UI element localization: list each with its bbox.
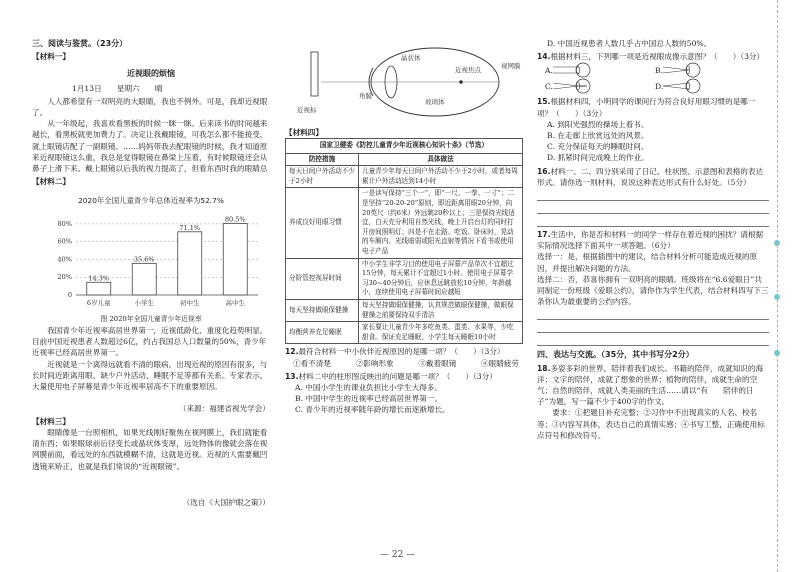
question-18: 18.多姿多彩的世界，陪伴着我们成长。书籍的陪伴，成就知识的海洋；文字的陪伴，成就了想象的世界；植物的陪伴，成就生命的空气；自然的陪伴，成就人类美丽的生活……请以“有 陪伴的日子”为题，写一篇不少于400字的作文。 要求：①把题目补充完整；②习作中不出现真实的人名、校名等；③内容写具体，表达自己的真情实感；④书写工整，正确使用标点符号和修改符号。 <box>537 363 769 441</box>
bar-chart <box>32 207 270 311</box>
table-row <box>286 299 523 321</box>
bar-value-label: 35.6% <box>133 254 155 263</box>
essay-paragraph: 人人都希望有一双明亮的大眼睛，我也不例外。可是，我却近视眼了。 <box>32 96 268 118</box>
y-tick-label: 40% <box>57 255 72 264</box>
answer-option[interactable]: B. 中国中学生的近视率已经高居世界第一。 <box>295 394 443 404</box>
bar-value-label: 71.1% <box>179 223 201 232</box>
question-16: 16.材料一、二、四分别采用了日记、柱状图、示意图和表格的表达形式。请你选一则材料，说说这种表达形式有什么好处。（5分） <box>537 166 769 227</box>
answer-option[interactable]: C. 青少年的近视率随年龄的增长而逐渐增长。 <box>295 405 450 415</box>
eye-image-icon <box>663 78 703 94</box>
column-right <box>537 38 769 441</box>
section-title: 三、阅读与鉴赏。（23分） <box>32 39 128 48</box>
diagram-label: 视网膜 <box>501 62 521 70</box>
bar-value-label: 14.3% <box>88 273 110 282</box>
option-d[interactable]: D. <box>655 78 765 94</box>
answer-option[interactable]: ①看不清楚 <box>293 358 331 368</box>
column-middle <box>285 38 523 416</box>
answer-option[interactable]: A. 到阳光强烈的操场上看书。 <box>547 119 649 129</box>
bar <box>178 231 202 294</box>
table-cell-measure: 养成良好用眼习惯 <box>286 188 359 258</box>
material-2-paragraph: 近视就是一个离得远就看不清的眼病。出现近视的原因有很多，与长时间近距离用眼、缺少户外活动、睡眠不足等都有关系。专家表示，大量使用电子屏幕是青少年近视率居高不下的重要原因。 <box>32 359 268 392</box>
section-4-title: 四、表达与交流。（35分，其中书写分2分） <box>537 350 694 360</box>
diagram-label: 近视焦点 <box>455 66 481 74</box>
column-left <box>32 38 270 508</box>
diagram-label: 玻璃体 <box>425 98 445 106</box>
material-1-tag: 【材料一】 <box>32 52 70 62</box>
material-4-tag: 【材料四】 <box>285 128 323 138</box>
eye-image-icon <box>553 62 593 78</box>
option-a[interactable]: A. <box>545 62 655 78</box>
chart-title: 2020年全国儿童青少年总体近视率为52.7% <box>78 196 224 206</box>
choice-1: 选择一：是，根据插图中的建议，结合材料分析可能造成近视的原因，并提出解决问题的方法。 <box>537 252 758 273</box>
binding-dot <box>774 294 780 300</box>
answer-line[interactable] <box>537 307 769 320</box>
answer-option[interactable]: A. 中国小学生的课业负担比小学生大得多。 <box>295 382 442 392</box>
answer-option[interactable]: ②影响形象 <box>355 358 394 368</box>
material-3-tag: 【材料三】 <box>32 416 70 426</box>
y-tick-label: 0 <box>67 290 72 299</box>
material-3-paragraph: 眼睛像是一台照相机，如果光线刚好聚焦在视网膜上，我们就能看清东西；如果眼球前后径变长或晶状体变厚，远处物体的像就会落在视网膜前面，看远处的东西就模糊不清，这就是近视。近视的人需要戴凹透镜来矫正，也就是我们常说的“近视眼镜”。 <box>32 428 268 471</box>
choice-2: 选择二：否，恭喜你拥有一双明亮的眼睛。班级将在“6.6爱眼日”共同制定一份班级《爱眼公约》，请你作为学生代表，结合材料四写下三条你认为最重要的公约内容。 <box>537 274 769 307</box>
material-2-source: （来源：福建省视光学会） <box>178 403 270 413</box>
material-3-source: （选自《大国护眼之策》） <box>182 498 270 508</box>
table-header-row <box>286 153 523 166</box>
answer-line[interactable] <box>537 214 769 227</box>
answer-option[interactable]: ③戴着眼镜 <box>418 358 457 368</box>
table-cell-detail: 家长要让儿童青少年多吃鱼类、蛋类、水果等，少吃甜食。保证充足睡眠，小学生每天睡眠10小时 <box>359 322 523 344</box>
table-cell-measure: 每天日间户外活动不少于2小时 <box>286 166 359 188</box>
answer-option[interactable]: B. 在走廊上欣赏远处的风景。 <box>547 131 649 141</box>
answer-line[interactable] <box>537 333 769 346</box>
table-row <box>286 166 523 188</box>
diagram-label: 晶状体 <box>401 54 421 62</box>
bar <box>87 282 111 295</box>
material-2-tag: 【材料二】 <box>32 177 70 187</box>
question-15: 15.根据材料四，小明同学的课间行为符合良好用眼习惯的是哪一项？（ ）（3分） A. 到阳光强烈的操场上看书。 B. 在走廊上欣赏远处的风景。 C. 充分保证每天的睡眠时间。 D. 抓紧时间完成晚上的作业。 <box>537 96 769 163</box>
essay-date: 1月13日 星期六 晴 <box>72 83 163 93</box>
answer-option[interactable]: ④眼睛疲劳 <box>481 358 519 368</box>
x-tick-label: 高中生 <box>225 298 245 307</box>
table-cell-detail: 中小学生非学习目的使用电子屏幕产品单次不宜超过15分钟，每天累计不宜超过1小时。使用电子屏幕学习30~40分钟后，应休息远眺放松10分钟，年龄越小，连续使用电子屏幕时间应越短 <box>359 258 523 299</box>
table-row <box>286 258 523 299</box>
essay-paragraph: 从一年级起，我喜欢看黑板的时候一眯一眯。后来读书的时间越来越长，看黑板就更加费力了。决定让我戴眼镜，可我怎么都不能接受，就上眼镜店配了一副眼镜。……妈妈带我去配眼镜的时候，我才知道原来近视眼镜这么重，我总是觉得眼镜在鼻梁上压着，有时候眼镜还会从鼻子上滑下来。戴上眼镜以后我的视力提高了，但看东西时我的眼睛总 <box>32 119 268 174</box>
x-tick-label: 6岁儿童 <box>86 298 111 307</box>
essay-requirements: 要求：①把题目补充完整；②习作中不出现真实的人名、校名等；③内容写具体，表达自己的真情实感；④书写工整，正确使用标点符号和修改符号。 <box>537 408 765 440</box>
table-caption: 国家卫健委《防控儿童青少年近视核心知识十条》（节选） <box>285 138 523 152</box>
bar <box>223 223 247 295</box>
table-header: 防控措施 <box>286 153 359 166</box>
question-12: 12.最符合材料一中小伙伴近视原因的是哪一项？（ ）（3分） ①看不清楚 ②影响形象 ③戴着眼镜 ④眼睛疲劳 <box>285 347 519 368</box>
essay-title: 近视眼的烦恼 <box>127 68 175 79</box>
table-cell-detail: 儿童青少年每天日间户外活动不少于2小时，或者每周累计户外活动达到14小时 <box>359 166 523 188</box>
table-cell-measure: 每天坚持做眼保健操 <box>286 299 359 321</box>
y-tick-label: 60% <box>57 237 72 246</box>
answer-option[interactable]: C. 充分保证每天的睡眠时间。 <box>547 142 649 152</box>
table-cell-detail: 每天坚持做眼保健操，认真规范做眼保健操，做眼保健操之前要保持双手清洁 <box>359 299 523 321</box>
binding-dot <box>774 240 780 246</box>
eye-image-icon <box>553 78 593 94</box>
question-13: 13.材料二中的柱形图反映出的问题是哪一项？（ ）（3分） A. 中国小学生的课业负担比小学生大得多。 B. 中国中学生的近视率已经高居世界第一。 C. 青少年的近视率随年龄的增长而逐渐增长。 <box>285 371 523 416</box>
x-tick-label: 初中生 <box>180 298 200 307</box>
eye-diagram <box>285 38 523 122</box>
answer-option[interactable]: D. 抓紧时间完成晚上的作业。 <box>547 153 649 163</box>
chart-caption: 图 2020年全国儿童青少年近视率 <box>100 314 202 323</box>
bar-value-label: 80.5% <box>224 215 246 224</box>
eye-image-icon <box>663 62 703 78</box>
material-2-paragraph: 我国青少年近视率高居世界第一，近视低龄化、重度化趋势明显。目前中国近视患者人数超过6亿，约占我国总人口数量的50%，青少年近视率已经高居世界第一。 <box>32 326 268 358</box>
table-header: 具体做法 <box>359 153 523 166</box>
table-row <box>286 188 523 258</box>
table-row <box>286 322 523 344</box>
answer-line[interactable] <box>537 320 769 333</box>
prevention-table <box>285 153 523 345</box>
option-b[interactable]: B. <box>655 62 765 78</box>
answer-option[interactable]: D. 中国近视患者人数几乎占中国总人数的50%。 <box>547 39 712 48</box>
binding-line <box>777 0 778 572</box>
answer-line[interactable] <box>537 188 769 201</box>
table-cell-measure: 分阶管控视屏时间 <box>286 258 359 299</box>
x-tick-label: 小学生 <box>134 298 154 307</box>
table-cell-detail: 一是读写保持“三个一”，即“一尺、一拳、一寸”；二是坚持“20-20-20”原则，即近距离用眼20分钟，向20英尺（约6米）外远眺20秒以上；三是保持光线适宜，白天充分利用自然光线，晚上开启台灯的同时打开房间照明灯；四是不在走路、吃饭、卧床时，晃动的车厢内、光线暗弱或阳光直射等情况下看书或使用电子产品 <box>359 188 523 258</box>
option-c[interactable]: C. <box>545 78 655 94</box>
question-17: 17.生活中，你是否和材料一的同学一样存在着近视的困扰？请根据实际情况选择下面其中一项答题。（6分） 选择一：是，根据插图中的建议，结合材料分析可能造成近视的原因，并提出解决问题的方法。 选择二：否，恭喜你拥有一双明亮的眼睛。班级将在“6.6爱眼日”共同制定一份班级《爱眼公约》，请你作为学生代表，结合材料四写下三条你认为最重要的公约内容。 <box>537 229 769 346</box>
diagram-label: 角膜 <box>359 92 372 100</box>
binding-dot <box>774 350 780 356</box>
bar <box>132 263 156 295</box>
diagram-label-vision-chart: 近视标 <box>297 106 317 114</box>
y-tick-label: 20% <box>57 272 72 281</box>
table-cell-measure: 均衡营养充足睡眠 <box>286 322 359 344</box>
page-number: — 22 — <box>380 550 416 560</box>
question-14: 14.根据材料三，下列哪一项是近视眼成像示意图？（ ）（3分） A. B. C. D. <box>537 51 769 94</box>
y-tick-label: 80% <box>57 219 72 228</box>
answer-line[interactable] <box>537 201 769 214</box>
